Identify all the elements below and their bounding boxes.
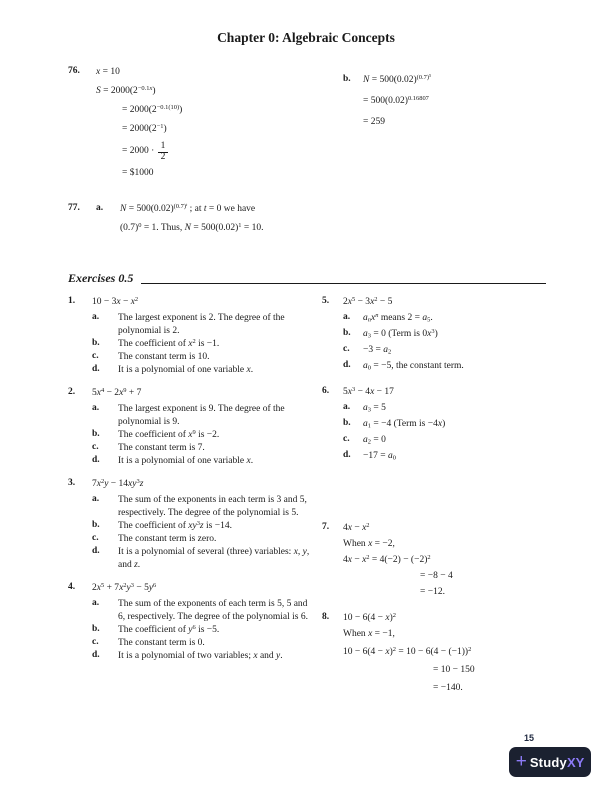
exercise-part (92, 312, 314, 338)
exercise-part (343, 418, 548, 431)
exercise-number: 5. (322, 296, 330, 306)
math-line: = $2000(2^{-0.1(10)})$ (122, 103, 183, 115)
exercise-expression: $7x^2y - 14xy^3z$ (92, 477, 144, 489)
problem-76 (68, 66, 182, 186)
section-title: Exercises 0.5 (68, 271, 134, 285)
part-text: The constant term is 7. (118, 443, 205, 453)
exercise-part (92, 650, 314, 663)
part-text: $-17 = a_0$ (363, 451, 396, 462)
part-label: d. (92, 455, 100, 465)
part-text: $a_3 = 0$ (Term is $0x^3$) (363, 327, 438, 340)
part-label: b. (343, 328, 351, 338)
math-line: $N = 500(0.02)^{(0.7)^5}$ (363, 72, 432, 85)
part-label: a. (92, 312, 100, 322)
part-label: a. (92, 494, 100, 504)
exercise-4 (68, 582, 314, 663)
exercise-part (92, 624, 314, 637)
exercise-part (92, 494, 314, 520)
part-text: The largest exponent is 2. The degree of the polynomial is 2. (118, 313, 285, 336)
section-rule-line (141, 282, 546, 284)
part-text: The coefficient of $y^6$ is −5. (118, 623, 220, 635)
part-text: The coefficient of $x^9$ is −2. (118, 428, 220, 440)
exercise-3 (68, 478, 314, 572)
part-label: a. (96, 203, 104, 213)
exercise-8 (322, 612, 548, 700)
part-text: The largest exponent is 9. The degree of the polynomial is 9. (118, 404, 285, 427)
part-text: The coefficient of $xy^3z$ is −14. (118, 519, 232, 531)
exercise-part (343, 344, 548, 357)
part-label: a. (92, 598, 100, 608)
exercise-part (343, 402, 548, 415)
exercise-expression: $10 - 6(4 - x)^2$ (343, 611, 397, 623)
part-label: b. (343, 74, 351, 84)
exercise-6 (322, 386, 548, 466)
exercise-number: 8. (322, 612, 330, 622)
part-text: The coefficient of $x^2$ is −1. (118, 337, 220, 349)
part-text: The sum of the exponents in each term is 3 and 5, respectively. The degree of the polynomial is 5. (118, 495, 307, 518)
part-label: c. (92, 442, 99, 452)
part-text: It is a polynomial of one variable x. (118, 365, 254, 375)
math-line: When x = −2, (343, 539, 395, 549)
math-line: When x = −1, (343, 629, 395, 639)
exercise-expression: $5x^4 - 2x^9 + 7$ (92, 386, 142, 398)
part-label: c. (343, 434, 350, 444)
exercise-number: 3. (68, 478, 76, 488)
exercises-left-column (68, 296, 314, 673)
part-label: d. (343, 450, 351, 460)
part-label: a. (92, 403, 100, 413)
part-label: a. (343, 402, 351, 412)
exercise-2 (68, 387, 314, 468)
part-text: $a_1 = -4$ (Term is −4x) (363, 419, 446, 430)
page-number: 15 (524, 733, 535, 743)
part-text: The constant term is zero. (118, 534, 217, 544)
part-text: $a_0 = -5$, the constant term. (363, 361, 464, 372)
part-text: $-3 = a_2$ (363, 345, 392, 356)
part-text: It is a polynomial of two variables; x and y. (118, 651, 283, 661)
exercise-part (92, 520, 314, 533)
part-label: a. (343, 312, 351, 322)
math-line: $N = 500(0.02)^{(0.7)^t}$ ; at t = 0 we have (120, 201, 256, 214)
problem-76b (343, 74, 431, 137)
part-label: b. (92, 429, 100, 439)
exercise-part (343, 434, 548, 447)
math-line: = −140. (433, 683, 463, 693)
exercise-expression: $5x^3 - 4x - 17$ (343, 385, 394, 397)
exercise-part (343, 328, 548, 341)
math-line: $(0.7)^0 = 1$. Thus, $N = 500(0.02)^1 = 10$. (120, 221, 264, 233)
exercise-number: 6. (322, 386, 330, 396)
exercise-part (92, 637, 314, 650)
problem-77 (68, 203, 264, 241)
plus-icon: + (515, 750, 527, 772)
exercise-part (343, 360, 548, 373)
exercise-number: 1. (68, 296, 76, 306)
math-line: = 10 − 150 (433, 665, 475, 675)
exercise-part (92, 364, 314, 377)
problem-number: 77. (68, 203, 80, 213)
exercise-number: 7. (322, 522, 330, 532)
part-text: $a_3 = 5$ (363, 403, 386, 414)
math-line: = −12. (420, 587, 445, 597)
math-line: = $2000(2^{-1})$ (122, 122, 167, 134)
problem-number: 76. (68, 66, 80, 76)
exercise-part (92, 351, 314, 364)
exercise-part (343, 450, 548, 463)
exercises-right-column (322, 296, 548, 710)
part-text: $a_2 = 0$ (363, 435, 386, 446)
logo-text-study: Study (529, 754, 567, 770)
exercise-part (92, 338, 314, 351)
part-text: It is a polynomial of one variable x. (118, 456, 254, 466)
exercise-part (92, 429, 314, 442)
exercise-part (92, 598, 314, 624)
math-line: $10 - 6(4 - x)^2 = 10 - 6(4 - (-1))^2$ (343, 645, 472, 657)
exercise-part (343, 312, 548, 325)
page-title: Chapter 0: Algebraic Concepts (217, 30, 395, 45)
exercise-expression: $2x^5 - 3x^2 - 5$ (343, 295, 393, 307)
part-label: d. (92, 364, 100, 374)
math-line: $4x - x^2 = 4(-2) - (-2)^2$ (343, 553, 431, 565)
part-label: b. (343, 418, 351, 428)
exercise-part (92, 403, 314, 429)
exercise-part (92, 442, 314, 455)
math-line: = 259 (363, 117, 385, 127)
exercise-expression: $4x - x^2$ (343, 521, 370, 533)
part-text: It is a polynomial of several (three) variables: x, y, and z. (118, 547, 310, 570)
exercise-number: 2. (68, 387, 76, 397)
exercise-expression: $2x^5 + 7x^2y^3 - 5y^6$ (92, 581, 157, 593)
logo-text-xy: XY (566, 754, 585, 770)
exercise-part (92, 533, 314, 546)
part-text: The sum of the exponents of each term is 5, 5 and 6, respectively. The degree of the polynomial is 6. (118, 599, 308, 622)
part-label: d. (92, 546, 100, 556)
math-line: = $1000 (122, 167, 154, 178)
exercise-number: 4. (68, 582, 76, 592)
exercise-1 (68, 296, 314, 377)
part-text: The constant term is 0. (118, 638, 205, 648)
math-line: x = 10 (96, 67, 120, 77)
part-label: c. (92, 533, 99, 543)
exercise-5 (322, 296, 548, 376)
part-label: d. (343, 360, 351, 370)
studyxy-logo (509, 747, 591, 777)
part-label: b. (92, 520, 100, 530)
exercise-expression: $10 - 3x - x^2$ (92, 295, 139, 307)
exercise-part (92, 455, 314, 468)
math-line: = 2000 · $\frac{1}{2}$ (122, 142, 182, 163)
part-label: c. (343, 344, 350, 354)
part-text: $a_nx^n$ means $2 = a_5$. (363, 311, 433, 324)
part-label: c. (92, 637, 99, 647)
part-label: b. (92, 624, 100, 634)
math-line: $S = 2000(2^{-0.1x})$ (96, 84, 156, 96)
part-label: d. (92, 650, 100, 660)
part-label: b. (92, 338, 100, 348)
exercise-part (92, 546, 314, 572)
exercise-7 (322, 522, 548, 602)
section-heading (68, 271, 546, 286)
math-line: = $500(0.02)^{0.16807}$ (363, 94, 429, 106)
math-line: = −8 − 4 (420, 571, 453, 581)
part-label: c. (92, 351, 99, 361)
part-text: The constant term is 10. (118, 352, 210, 362)
